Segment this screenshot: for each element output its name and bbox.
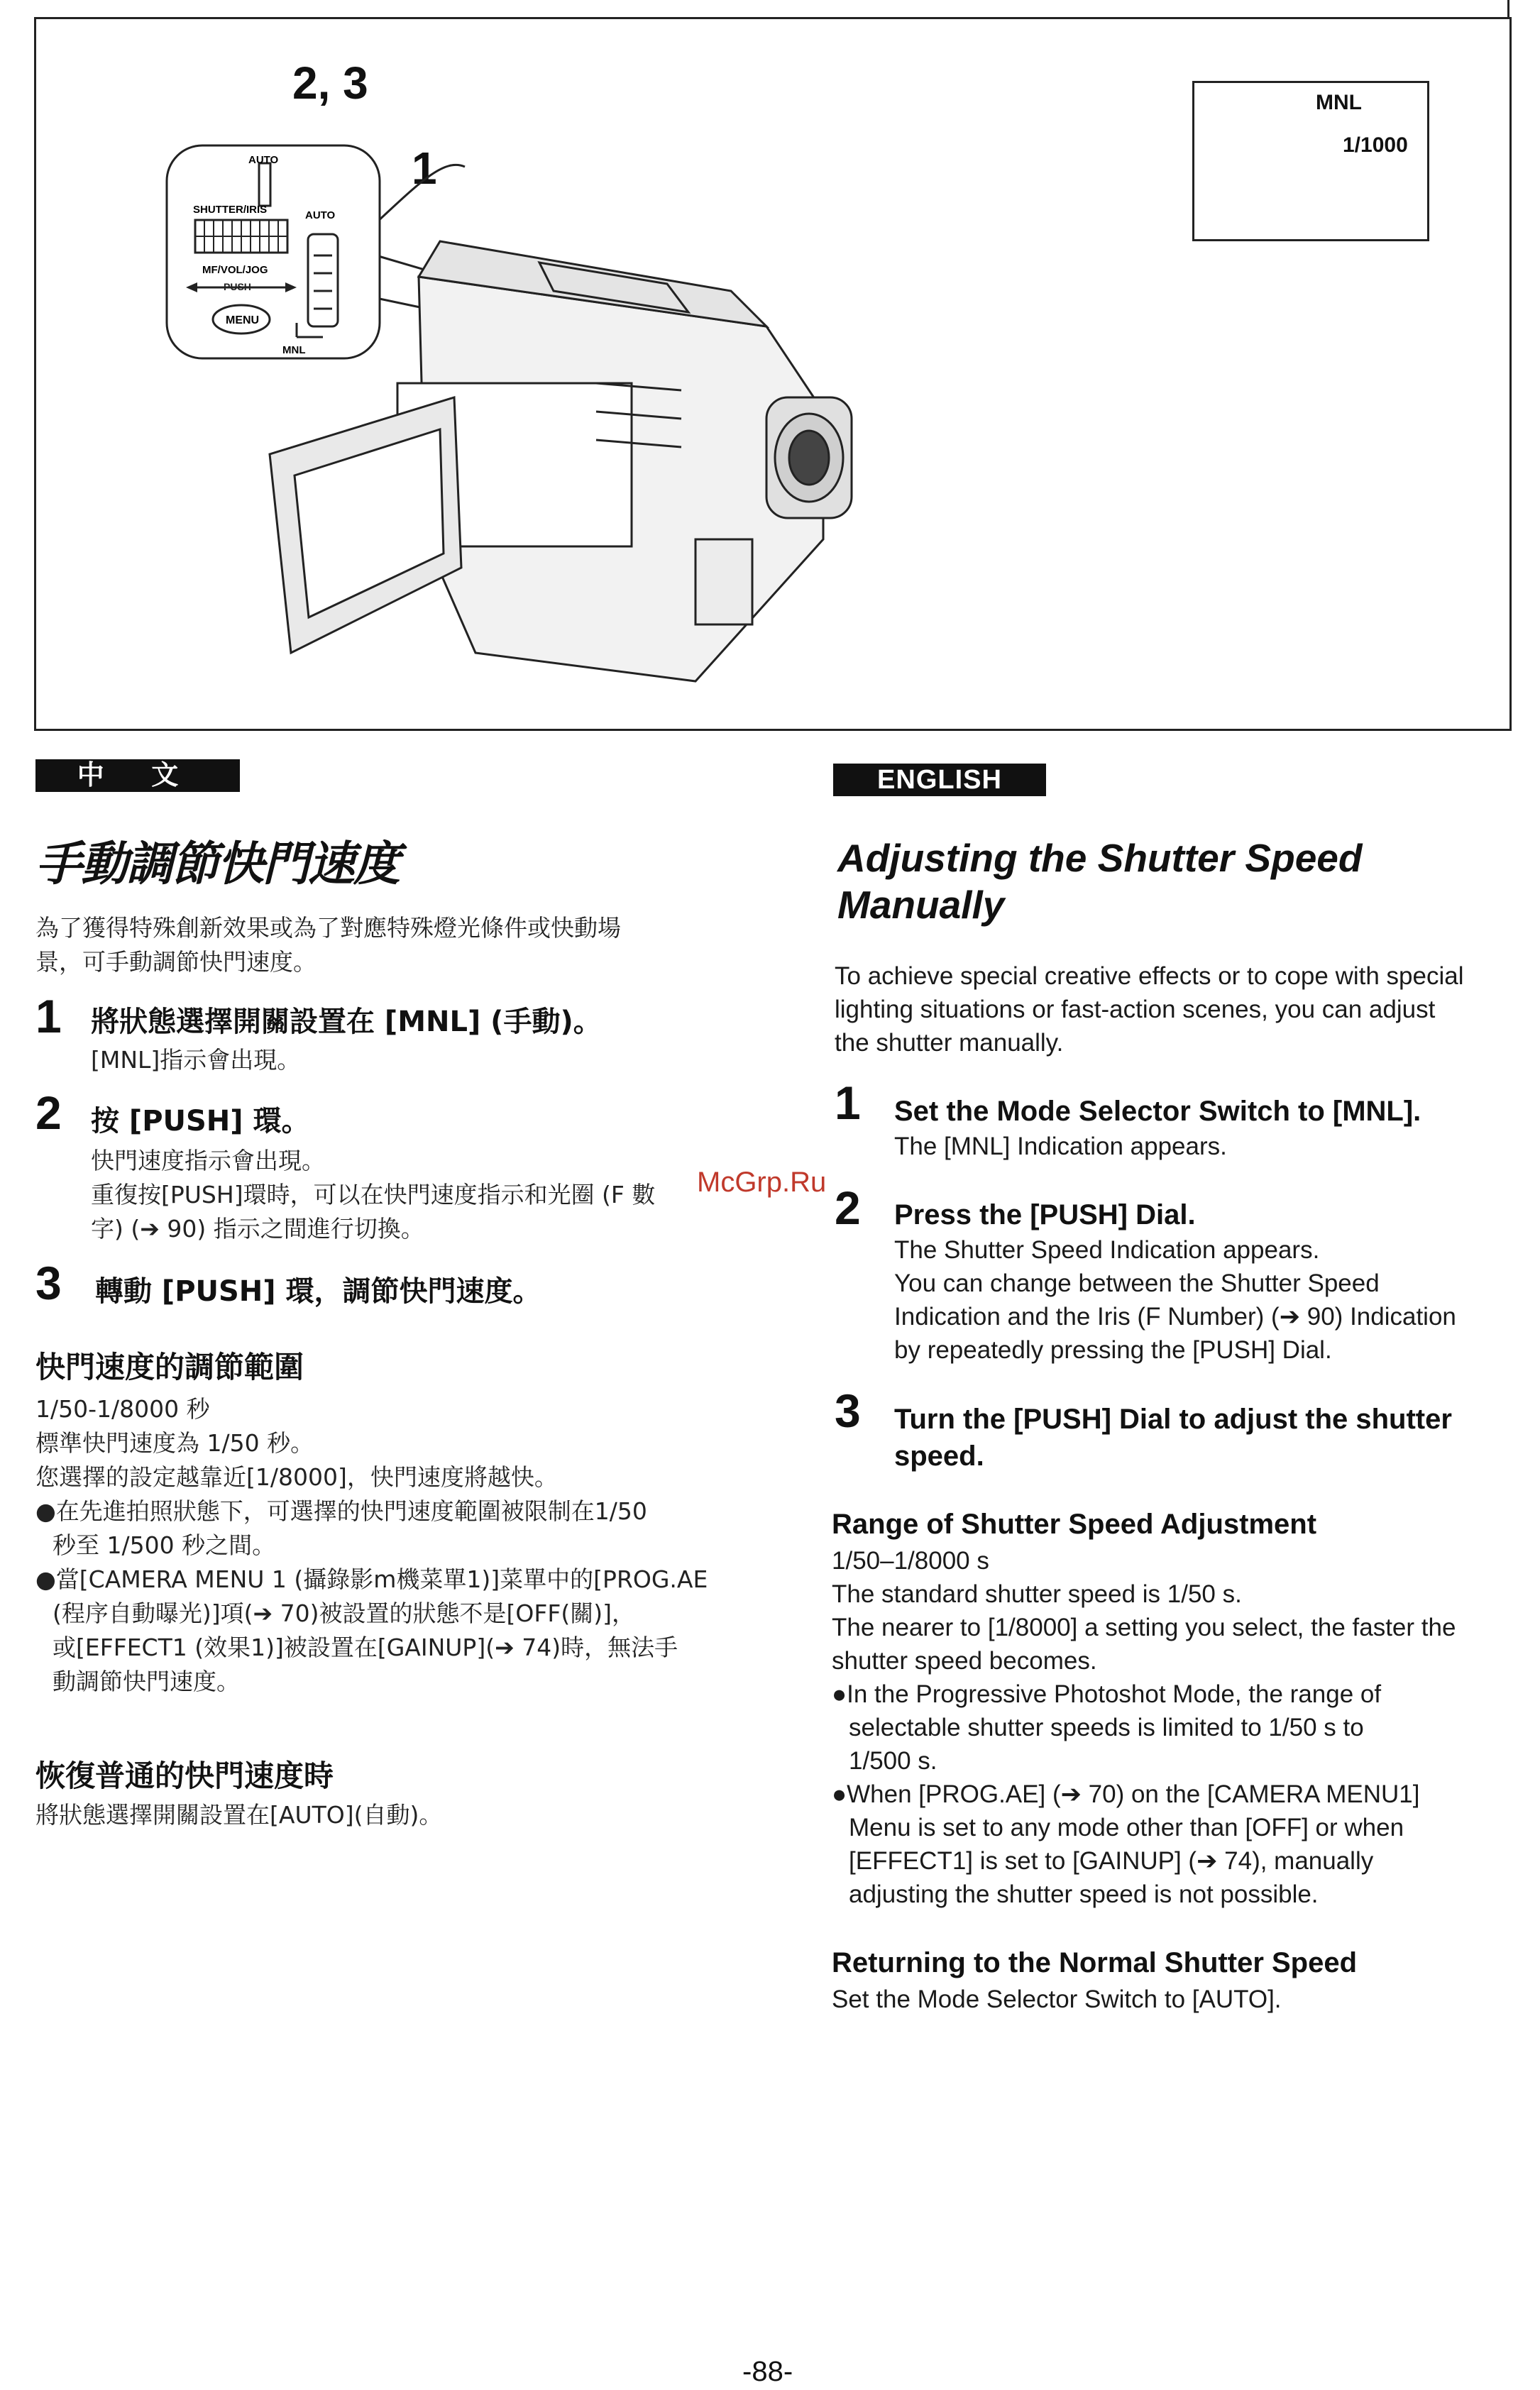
- lang-tag-chinese: 中 文: [35, 759, 240, 792]
- zh-restore-heading: 恢復普通的快門速度時: [35, 1758, 334, 1793]
- en-restore-heading: Returning to the Normal Shutter Speed: [832, 1947, 1358, 1978]
- callout-steps-2-3: 2, 3: [292, 57, 368, 109]
- lcd-display-box: [1192, 81, 1429, 241]
- en-step-2-number: 2: [835, 1182, 861, 1234]
- display-shutter-speed: 1/1000: [1343, 133, 1408, 157]
- label-auto-side: AUTO: [305, 209, 336, 221]
- lang-tag-english: ENGLISH: [833, 764, 1046, 796]
- en-step-1-body: The [MNL] Indication appears.: [894, 1133, 1227, 1160]
- label-menu: MENU: [226, 314, 260, 326]
- label-mnl: MNL: [282, 344, 306, 356]
- label-shutter-iris: SHUTTER/IRIS: [193, 204, 268, 216]
- mode-selector-switch-icon: [308, 234, 338, 326]
- zh-bullet-prog-ae: ●當[CAMERA MENU 1 (攝錄影m機菜單1)]菜單中的[PROG.AE (程序自動曝光)]項(➔ 70)被設置的狀態不是[OFF(關)]， 或[EFFECT1 (效果1)]被設置在[GAINUP](➔ 74)時，無法手 動調節快門速度。: [35, 1565, 708, 1695]
- en-range-heading: Range of Shutter Speed Adjustment: [832, 1509, 1317, 1540]
- en-bullet-prog-ae: ●When [PROG.AE] (➔ 70) on the [CAMERA MENU1] Menu is set to any mode other than [OFF] or when [EFFECT1] is set to [GAINUP] (➔ 74), manually adjusting the shutter speed is not possible.: [832, 1780, 1420, 1908]
- zh-step-3-number: 3: [35, 1257, 62, 1309]
- zh-range-body: 1/50-1/8000 秒 標準快門速度為 1/50 秒。 您選擇的設定越靠近[1/8000]，快門速度將越快。 ●在先進拍照狀態下，可選擇的快門速度範圍被限制在1/50 秒至 1/500 秒之間。 ●當[CAMERA MENU 1 (攝錄影m機菜單1)]菜單中的[PROG.AE (程序自動曝光)]項(➔ 70)被設置的狀態不是[OFF(關)]， 或[EFFECT1 (效果1)]被設置在[GAINUP](➔ 74)時，無法手 動調節快門速度。: [35, 1392, 708, 1699]
- en-step-3-number: 3: [835, 1384, 861, 1437]
- en-step-1-number: 1: [835, 1076, 861, 1129]
- zh-step-1-number: 1: [35, 990, 62, 1042]
- camcorder-illustration: [142, 114, 887, 703]
- zh-range-heading: 快門速度的調節範圍: [35, 1350, 304, 1384]
- en-step-1-heading: Set the Mode Selector Switch to [MNL].: [894, 1096, 1421, 1127]
- zh-step-2-body: 快門速度指示會出現。 重復按[PUSH]環時，可以在快門速度指示和光圈 (F 數 字) (➔ 90) 指示之間進行切換。: [91, 1147, 656, 1243]
- label-push: PUSH: [224, 281, 251, 292]
- en-range-body: 1/50–1/8000 s The standard shutter speed is 1/50 s. The nearer to [1/8000] a setting you select, the faster the shutter speed becomes. ●In the Progressive Photoshot Mode, the range of selectable shutter speeds is limited to 1/50 s to 1/500 s. ●When [PROG.AE] (➔ 70) on the [CAMERA MENU1] Menu is set to any mode other than [OFF] or when [EFFECT1] is set to [GAINUP] (➔ 74), manually adjusting the shutter speed is not possible.: [832, 1544, 1456, 1911]
- en-step-2-body: The Shutter Speed Indication appears. You can change between the Shutter Speed Indication and the Iris (F Number) (➔ 90) Indication by repeatedly pressing the [PUSH] Dial.: [894, 1236, 1456, 1364]
- en-step-2-heading: Press the [PUSH] Dial.: [894, 1199, 1196, 1230]
- intro-english: To achieve special creative effects or to cope with special lighting situations or fast-action scenes, you can adjust the shutter manually.: [835, 962, 1464, 1057]
- page-number: -88-: [742, 2356, 793, 2387]
- en-bullet-progressive: ●In the Progressive Photoshot Mode, the range of selectable shutter speeds is limited to 1/50 s to 1/500 s.: [832, 1680, 1382, 1775]
- zh-step-3-heading: 轉動 [PUSH] 環，調節快門速度。: [95, 1275, 541, 1308]
- zh-bullet-progressive: ●在先進拍照狀態下，可選擇的快門速度範圍被限制在1/50 秒至 1/500 秒之間。: [35, 1497, 647, 1559]
- zh-restore-body: 將狀態選擇開關設置在[AUTO](自動)。: [35, 1801, 443, 1829]
- callout-step-1: 1: [412, 143, 437, 194]
- en-restore-body: Set the Mode Selector Switch to [AUTO].: [832, 1986, 1282, 2013]
- label-mf-vol-jog: MF/VOL/JOG: [202, 264, 268, 276]
- intro-chinese: 為了獲得特殊創新效果或為了對應特殊燈光條件或快動場 景，可手動調節快門速度。: [35, 914, 621, 976]
- en-step-3-heading: Turn the [PUSH] Dial to adjust the shutter speed.: [894, 1404, 1452, 1472]
- display-mode-indicator: MNL: [1316, 91, 1362, 114]
- zh-step-2-heading: 按 [PUSH] 環。: [91, 1105, 310, 1138]
- zh-step-1-heading: 將狀態選擇開關設置在 [MNL] (手動)。: [91, 1006, 602, 1038]
- title-english: Adjusting the Shutter Speed Manually: [837, 836, 1363, 927]
- frame-corner-tick: [1507, 0, 1509, 18]
- zh-step-2-number: 2: [35, 1086, 62, 1139]
- watermark: McGrp.Ru: [697, 1167, 827, 1198]
- label-auto-top: AUTO: [248, 154, 279, 166]
- zh-step-1-body: [MNL]指示會出現。: [91, 1046, 301, 1074]
- title-chinese: 手動調節快門速度: [35, 837, 399, 891]
